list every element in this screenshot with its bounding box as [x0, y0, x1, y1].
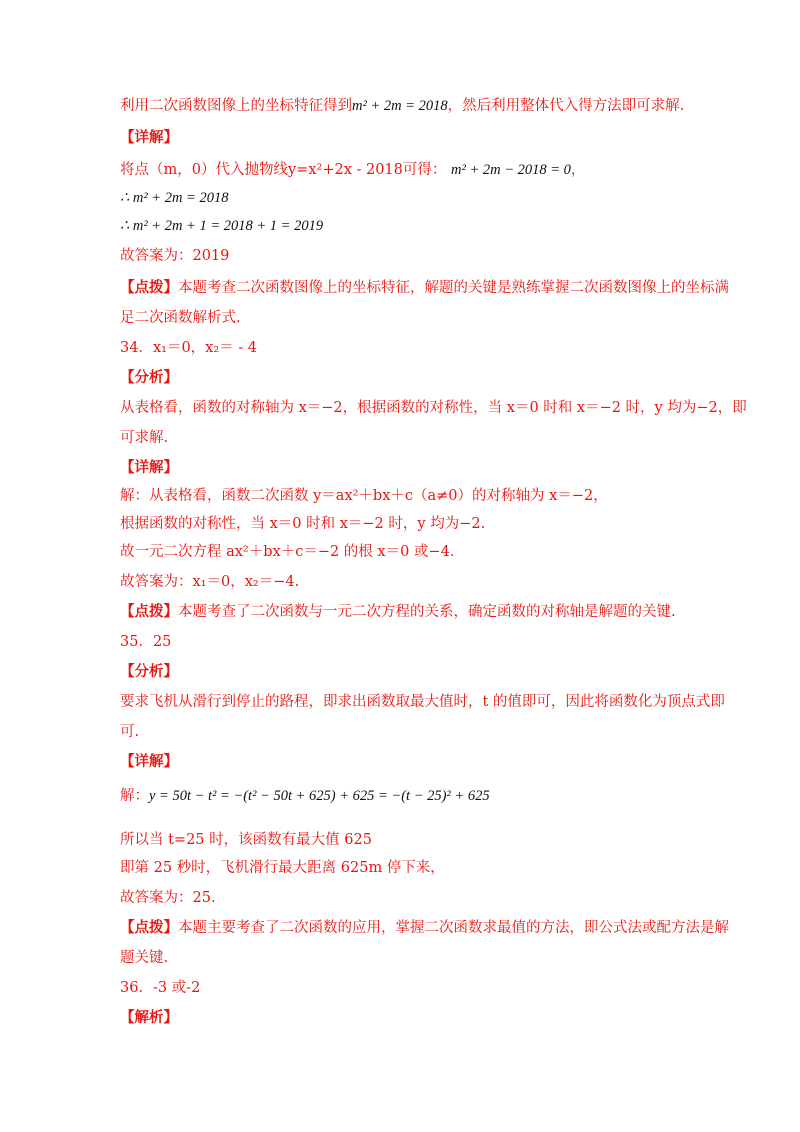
q33-comment-line-2: 足二次函数解析式. — [120, 310, 241, 326]
q34-comment-text: 本题考查了二次函数与一元二次方程的关系，确定函数的对称轴是解题的关键. — [178, 604, 676, 620]
q34-comment-line — [120, 602, 676, 622]
q34-analysis-line-1: 从表格看，函数的对称轴为 x＝−2，根据函数的对称性，当 x＝0 时和 x＝−2 时，y 均为−2，即 — [120, 400, 747, 416]
q34-detail-line-3: 故一元二次方程 ax²＋bx＋c＝−2 的根 x＝0 或−4. — [120, 544, 455, 560]
q34-detail-line-2: 根据函数的对称性，当 x＝0 时和 x＝−2 时，y 均为−2. — [120, 516, 486, 532]
q35-comment-heading: 【点拨】 — [120, 919, 178, 936]
q33-analysis-text-a: 利用二次函数图像上的坐标特征得到 — [120, 98, 352, 114]
q35-comment-line-1 — [120, 918, 729, 938]
q34-detail-line-1: 解：从表格看，函数二次函数 y＝ax²＋bx＋c（a≠0）的对称轴为 x＝−2， — [120, 488, 608, 504]
q35-analysis-heading: 【分析】 — [120, 663, 178, 680]
q33-analysis-text-b: ，然后利用整体代入得方法即可求解. — [447, 98, 685, 114]
q34-header: 34．x₁＝0，x₂＝ - 4 — [120, 340, 257, 356]
q35-comment-text-1: 本题主要考查了二次函数的应用，掌握二次函数求最值的方法，即公式法或配方法是解 — [178, 920, 729, 936]
q35-analysis-line-1: 要求飞机从滑行到停止的路程，即求出函数取最大值时，t 的值即可，因此将函数化为顶点式即 — [120, 694, 725, 710]
q33-answer: 故答案为：2019 — [120, 248, 230, 264]
q33-detail-1end: ， — [570, 162, 586, 178]
q34-analysis-line-2: 可求解. — [120, 430, 169, 446]
q35-detail-line-2: 即第 25 秒时，飞机滑行最大距离 625m 停下来， — [120, 860, 445, 876]
q33-detail-line-1 — [120, 160, 585, 180]
q34-analysis-heading: 【分析】 — [120, 369, 178, 386]
q33-therefore-1: ∴ m² + 2m = 2018 — [120, 190, 229, 206]
q34-comment-heading: 【点拨】 — [120, 603, 178, 620]
q33-analysis-line — [120, 96, 684, 116]
q33-comment-text-1: 本题考查二次函数图像上的坐标特征，解题的关键是熟练掌握二次函数图像上的坐标满 — [178, 280, 729, 296]
q33-therefore-2: ∴ m² + 2m + 1 = 2018 + 1 = 2019 — [120, 218, 324, 234]
q35-answer: 故答案为：25. — [120, 890, 216, 906]
q34-detail-heading: 【详解】 — [120, 459, 178, 476]
q33-detail-1c: 可得： — [402, 162, 447, 178]
q35-detail-line-1: 所以当 t=25 时，该函数有最大值 625 — [120, 832, 372, 848]
q35-comment-line-2: 题关键. — [120, 950, 169, 966]
q34-answer: 故答案为：x₁＝0，x₂＝−4. — [120, 574, 300, 590]
q35-formula: y = 50t − t² = −(t² − 50t + 625) + 625 = −(t − 25)² + 625 — [149, 788, 490, 804]
q35-analysis-line-2: 可. — [120, 724, 140, 740]
q33-comment-line-1 — [120, 278, 729, 298]
q35-solve-label: 解： — [120, 788, 149, 804]
q33-detail-equation: m² + 2m − 2018 = 0 — [451, 162, 571, 178]
q33-detail-1b: y=x²+2x - 2018 — [287, 162, 403, 178]
q35-header: 35．25 — [120, 634, 172, 650]
q36-header: 36．-3 或-2 — [120, 980, 201, 996]
q33-detail-1a: 将点（m，0）代入抛物线 — [120, 162, 288, 178]
q35-detail-heading: 【详解】 — [120, 753, 178, 770]
q33-detail-heading: 【详解】 — [120, 129, 178, 146]
q35-formula-line — [120, 786, 490, 806]
q33-comment-heading: 【点拨】 — [120, 279, 178, 296]
q33-equation: m² + 2m = 2018 — [352, 98, 448, 114]
q36-analysis-heading: 【解析】 — [120, 1009, 178, 1026]
